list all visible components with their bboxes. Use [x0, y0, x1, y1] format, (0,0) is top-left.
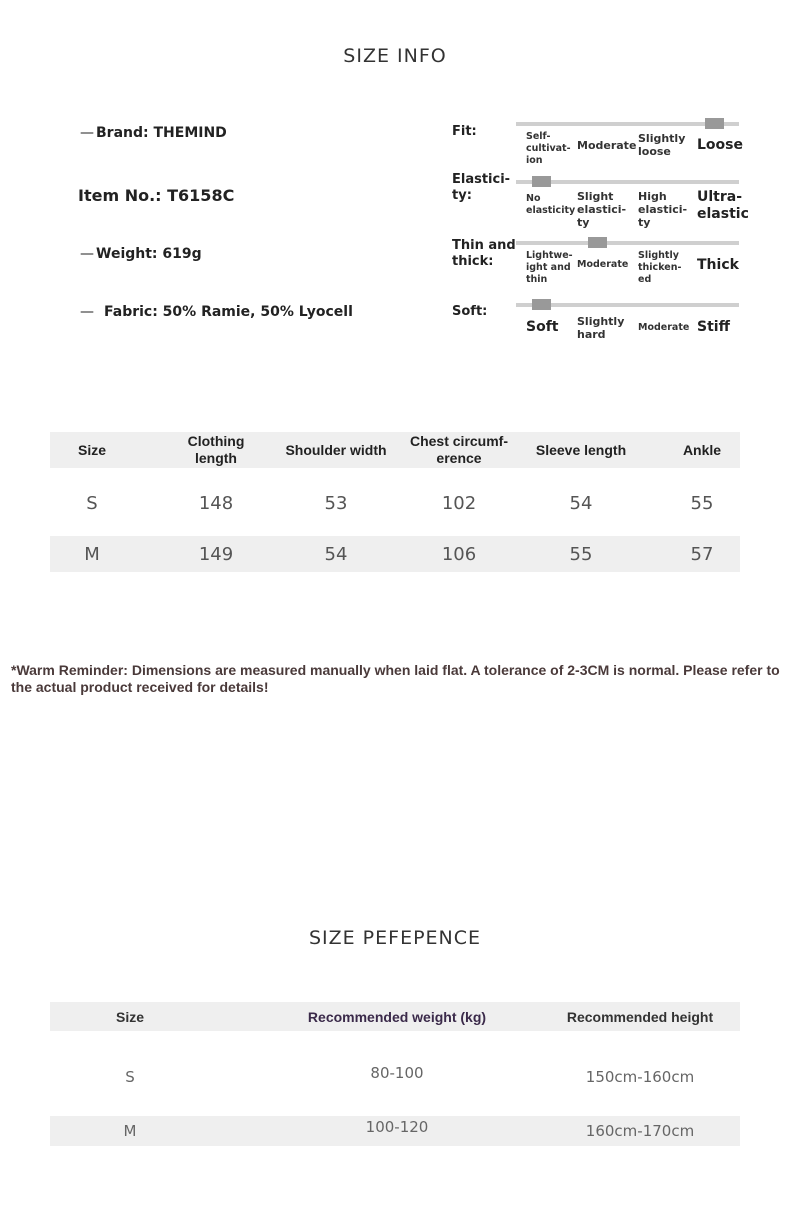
attr-option-1-2: High elastici- ty [638, 190, 688, 229]
reference-table-cell: 150cm-160cm [585, 1068, 695, 1086]
size-table-cell: 106 [441, 543, 477, 565]
attr-option-0-0: Self- cultivat- ion [526, 131, 571, 166]
reference-table-header-cell: Size [115, 1008, 144, 1025]
fabric-dash: — [80, 304, 94, 320]
warm-reminder: *Warm Reminder: Dimensions are measured manually when laid flat. A tolerance of 2-3CM is normal. Please refer to the actual product received for details! [11, 662, 780, 695]
size-table-row [50, 536, 740, 572]
size-table-header-cell: Ankle [682, 441, 722, 458]
size-table-row [50, 485, 740, 521]
size-table-cell: 54 [569, 492, 593, 514]
reference-table-cell: 100-120 [365, 1118, 429, 1136]
weight-spec [80, 246, 202, 262]
size-table-cell: 55 [569, 543, 593, 565]
attr-option-3-1: Slightly hard [577, 315, 625, 341]
attr-option-2-0: Lightwe- ight and thin [526, 250, 573, 285]
reference-table-cell: 160cm-170cm [585, 1122, 695, 1140]
reference-table-row [50, 1058, 740, 1096]
brand-text: Brand: THEMIND [96, 125, 227, 141]
attr-label-1: Elastici- ty: [452, 172, 511, 203]
attr-scale-bar-3 [516, 303, 739, 307]
attr-option-3-2: Moderate [638, 322, 690, 333]
size-info-title: SIZE INFO [343, 45, 447, 67]
size-table-cell: M [84, 543, 100, 565]
reference-table-row [50, 1116, 740, 1146]
reference-table-header-cell: Recommended weight (kg) [307, 1008, 487, 1025]
attr-label-3: Soft: [452, 304, 488, 319]
attr-option-2-3: Thick [697, 257, 739, 273]
attr-label-2: Thin and thick: [452, 238, 516, 269]
attr-scale-marker-0 [705, 118, 724, 129]
attr-label-0: Fit: [452, 124, 477, 139]
attr-scale-bar-2 [516, 241, 739, 245]
attr-option-2-2: Slightly thicken- ed [638, 250, 682, 285]
attr-option-0-1: Moderate [577, 139, 637, 152]
size-table-cell: 148 [198, 492, 234, 514]
attr-option-0-2: Slightly loose [638, 132, 686, 158]
attr-scale-marker-3 [532, 299, 551, 310]
size-table-cell: 149 [198, 543, 234, 565]
attr-option-1-3: Ultra- elastic [697, 189, 749, 222]
size-table-header-cell: Shoulder width [285, 441, 387, 458]
attr-option-1-1: Slight elastici- ty [577, 190, 627, 229]
reference-table-cell: S [125, 1068, 135, 1086]
size-table-header-cell: Sleeve length [535, 441, 627, 458]
size-table-cell: 54 [324, 543, 348, 565]
brand-dash: — [80, 125, 94, 141]
brand-spec [80, 125, 227, 141]
item-no-spec: Item No.: T6158C [78, 186, 235, 205]
attr-option-3-0: Soft [526, 319, 559, 335]
weight-text: Weight: 619g [96, 246, 202, 262]
attr-scale-marker-2 [588, 237, 607, 248]
size-reference-title: SIZE PEFEPENCE [308, 927, 482, 949]
size-table-header-cell: Size [77, 441, 106, 458]
reference-table-cell: 80-100 [370, 1064, 424, 1082]
size-table-cell: 53 [324, 492, 348, 514]
fabric-spec [80, 304, 353, 320]
fabric-text: Fabric: 50% Ramie, 50% Lyocell [104, 304, 353, 320]
size-table-header [50, 432, 740, 468]
size-table-cell: 55 [690, 492, 714, 514]
size-table-cell: S [86, 492, 98, 514]
reference-table-header-cell: Recommended height [566, 1008, 714, 1025]
reference-table-cell: M [123, 1122, 137, 1140]
reference-table-header [50, 1002, 740, 1031]
size-table-cell: 102 [441, 492, 477, 514]
attr-option-0-3: Loose [697, 137, 743, 153]
attr-option-3-3: Stiff [697, 319, 730, 335]
size-table-header-cell: Clothing length [187, 433, 245, 466]
size-table-header-cell: Chest circumf- erence [409, 433, 509, 466]
attr-option-2-1: Moderate [577, 259, 629, 270]
attr-scale-bar-1 [516, 180, 739, 184]
attr-scale-bar-0 [516, 122, 739, 126]
attr-option-1-0: No elasticity [526, 193, 576, 216]
weight-dash: — [80, 246, 94, 262]
attr-scale-marker-1 [532, 176, 551, 187]
size-table-cell: 57 [690, 543, 714, 565]
